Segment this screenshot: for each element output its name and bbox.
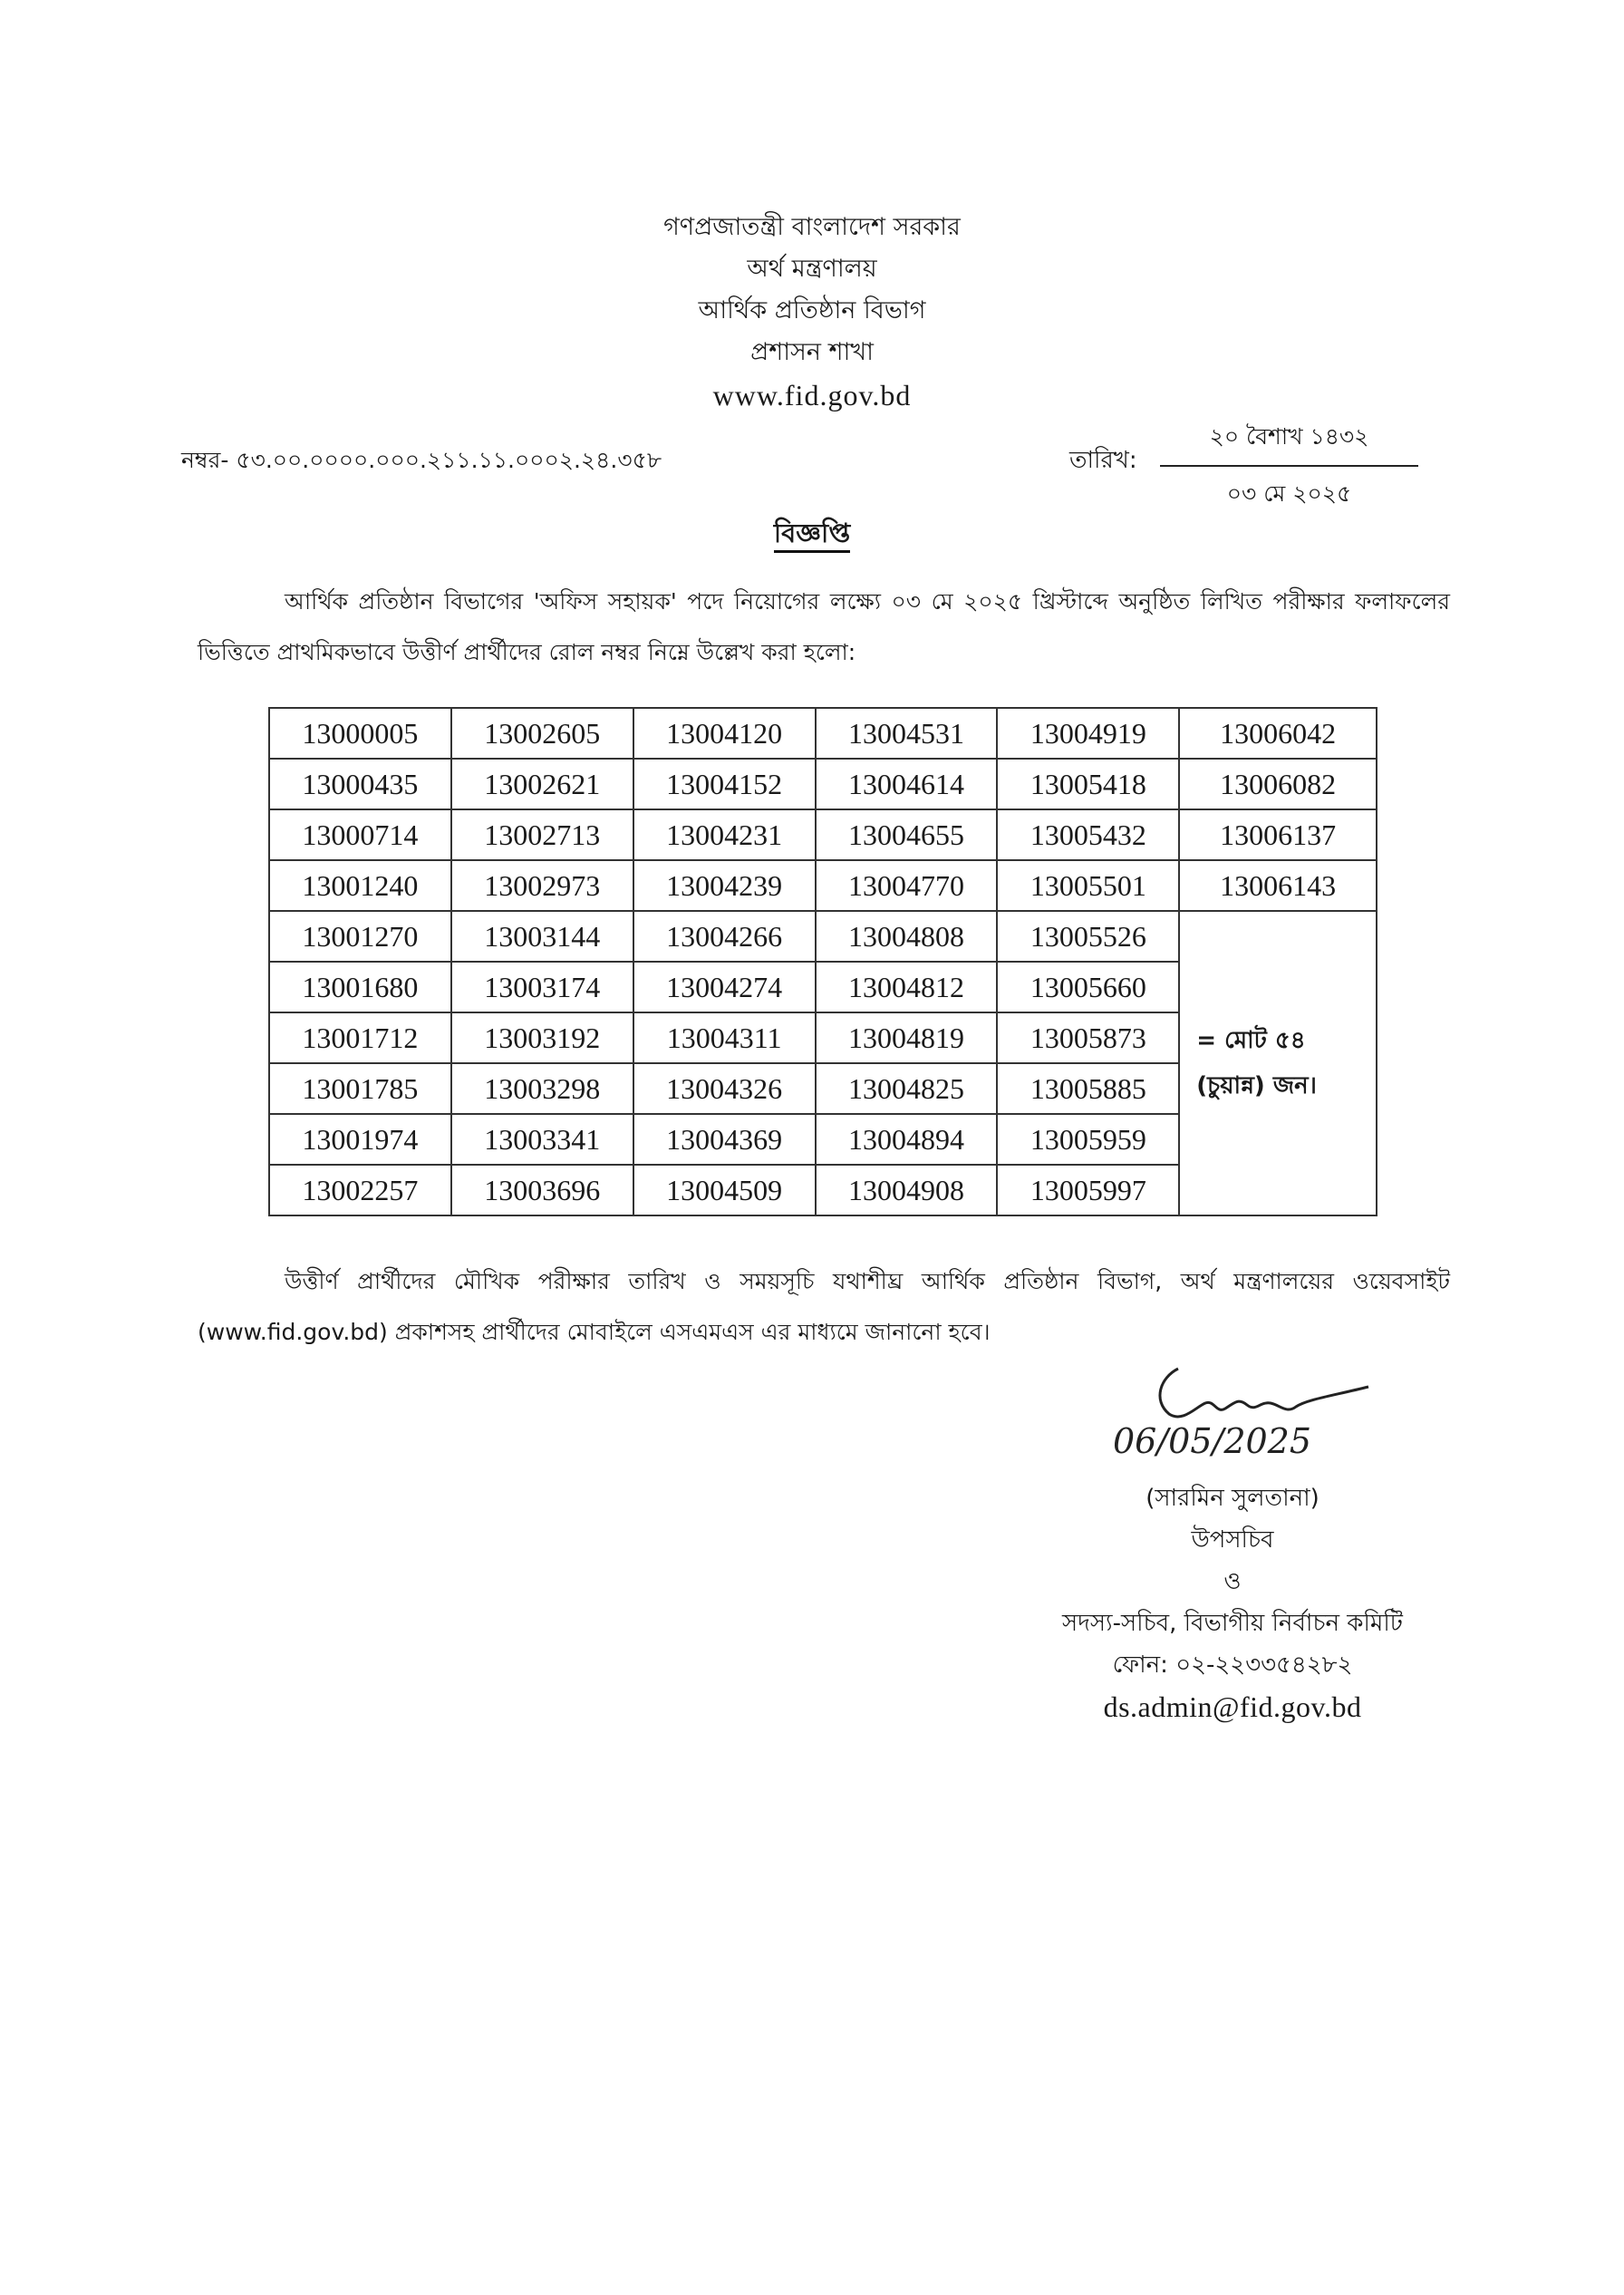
memo-number: নম্বর- ৫৩.০০.০০০০.০০০.২১১.১১.০০০২.২৪.৩৫৮ <box>181 447 662 473</box>
date-english: ০৩ মে ২০২৫ <box>1226 480 1352 507</box>
date-bangla: ২০ বৈশাখ ১৪৩২ <box>1160 419 1418 467</box>
ministry-name: অর্থ মন্ত্রণালয় <box>747 255 877 283</box>
roll-number-cell: 13003298 <box>451 1063 633 1114</box>
roll-number-cell: 13002257 <box>269 1165 451 1215</box>
roll-number-cell: 13004825 <box>816 1063 998 1114</box>
roll-number-cell: 13005501 <box>997 860 1179 911</box>
roll-number-cell: 13005418 <box>997 759 1179 809</box>
notice-title <box>0 513 1624 557</box>
roll-number-cell: 13004266 <box>633 911 816 962</box>
roll-number-cell: 13002973 <box>451 860 633 911</box>
roll-number-cell: 13002621 <box>451 759 633 809</box>
signatory-name: (সারমিন সুলতানা) <box>1146 1485 1320 1512</box>
roll-number-cell: 13003696 <box>451 1165 633 1215</box>
signature-date: 06/05/2025 <box>1113 1421 1312 1461</box>
roll-number-cell: 13003174 <box>451 962 633 1012</box>
roll-number-cell: 13006143 <box>1179 860 1377 911</box>
closing-paragraph: উত্তীর্ণ প্রার্থীদের মৌখিক পরীক্ষার তারিখ ও সময়সূচি যথাশীঘ্র আর্থিক প্রতিষ্ঠান বিভাগ, অর্থ মন্ত্রণালয়ের ওয়েবসাইট (www.fid.gov.bd) প্রকাশসহ প্রার্থীদের মোবাইলে এসএমএস এর মাধ্যমে জানানো হবে। <box>198 1268 1450 1345</box>
division-name: আর্থিক প্রতিষ্ঠান বিভাগ <box>698 296 926 324</box>
roll-number-cell: 13004808 <box>816 911 998 962</box>
roll-number-cell: 13004152 <box>633 759 816 809</box>
roll-number-cell: 13004531 <box>816 708 998 759</box>
roll-number-cell: 13004326 <box>633 1063 816 1114</box>
roll-number-cell: 13004274 <box>633 962 816 1012</box>
roll-number-cell: 13005432 <box>997 809 1179 860</box>
roll-number-cell: 13001785 <box>269 1063 451 1114</box>
roll-number-table <box>268 707 1378 1216</box>
roll-number-cell: 13004819 <box>816 1012 998 1063</box>
roll-number-cell: 13004894 <box>816 1114 998 1165</box>
roll-number-cell: 13001270 <box>269 911 451 962</box>
table-row <box>269 809 1377 860</box>
roll-number-cell: 13004770 <box>816 860 998 911</box>
table-row <box>269 708 1377 759</box>
signatory-block <box>961 1477 1504 1728</box>
roll-number-cell: 13002605 <box>451 708 633 759</box>
roll-number-cell: 13004908 <box>816 1165 998 1215</box>
roll-number-cell: 13000005 <box>269 708 451 759</box>
roll-number-cell: 13001712 <box>269 1012 451 1063</box>
roll-number-cell: 13004655 <box>816 809 998 860</box>
roll-number-cell: 13003144 <box>451 911 633 962</box>
table-row <box>269 860 1377 911</box>
roll-number-cell: 13005660 <box>997 962 1179 1012</box>
header-website: www.fid.gov.bd <box>712 379 912 412</box>
roll-number-cell: 13005959 <box>997 1114 1179 1165</box>
roll-number-cell: 13004120 <box>633 708 816 759</box>
roll-number-cell: 13005885 <box>997 1063 1179 1114</box>
total-count-cell <box>1179 911 1377 1215</box>
signatory-email: ds.admin@fid.gov.bd <box>1103 1690 1362 1723</box>
roll-number-cell: 13004614 <box>816 759 998 809</box>
roll-number-cell: 13003341 <box>451 1114 633 1165</box>
govt-name: গণপ্রজাতন্ত্রী বাংলাদেশ সরকার <box>663 213 961 241</box>
table-row <box>269 911 1377 962</box>
roll-number-cell: 13000435 <box>269 759 451 809</box>
signatory-designation: উপসচিব <box>1191 1526 1274 1554</box>
roll-number-cell: 13006082 <box>1179 759 1377 809</box>
signatory-phone: ফোন: ০২-২২৩৩৫৪২৮২ <box>1112 1651 1353 1679</box>
roll-number-cell: 13005526 <box>997 911 1179 962</box>
roll-number-cell: 13006137 <box>1179 809 1377 860</box>
total-count: = মোট ৫৪ <box>1196 1027 1306 1054</box>
notice-title-text: বিজ্ঞপ্তি <box>774 518 850 553</box>
roll-number-cell: 13001680 <box>269 962 451 1012</box>
roll-number-cell: 13004239 <box>633 860 816 911</box>
total-count-words: (চুয়ান্ন) জন। <box>1196 1072 1317 1099</box>
letterhead <box>0 207 1624 417</box>
intro-paragraph: আর্থিক প্রতিষ্ঠান বিভাগের 'অফিস সহায়ক' পদে নিয়োগের লক্ষ্যে ০৩ মে ২০২৫ খ্রিস্টাব্দে অনুষ্ঠিত লিখিত পরীক্ষার ফলাফলের ভিত্তিতে প্রাথমিকভাবে উত্তীর্ণ প্রার্থীদের রোল নম্বর নিম্নে উল্লেখ করা হলো: <box>198 588 1450 665</box>
roll-number-cell: 13000714 <box>269 809 451 860</box>
branch-name: প্রশাসন শাখা <box>750 338 874 366</box>
roll-number-cell: 13005997 <box>997 1165 1179 1215</box>
roll-number-cell: 13004369 <box>633 1114 816 1165</box>
roll-number-cell: 13004311 <box>633 1012 816 1063</box>
roll-number-cell: 13004231 <box>633 809 816 860</box>
table-row <box>269 759 1377 809</box>
signatory-and: ও <box>1223 1568 1242 1595</box>
roll-number-cell: 13002713 <box>451 809 633 860</box>
roll-number-cell: 13004509 <box>633 1165 816 1215</box>
date-label: তারিখ: <box>1069 447 1137 474</box>
date-block <box>1160 419 1418 515</box>
roll-number-cell: 13001974 <box>269 1114 451 1165</box>
roll-number-cell: 13004919 <box>997 708 1179 759</box>
signatory-role: সদস্য-সচিব, বিভাগীয় নির্বাচন কমিটি <box>1062 1610 1403 1637</box>
roll-number-cell: 13001240 <box>269 860 451 911</box>
roll-number-cell: 13005873 <box>997 1012 1179 1063</box>
roll-number-cell: 13006042 <box>1179 708 1377 759</box>
roll-number-cell: 13003192 <box>451 1012 633 1063</box>
roll-number-cell: 13004812 <box>816 962 998 1012</box>
